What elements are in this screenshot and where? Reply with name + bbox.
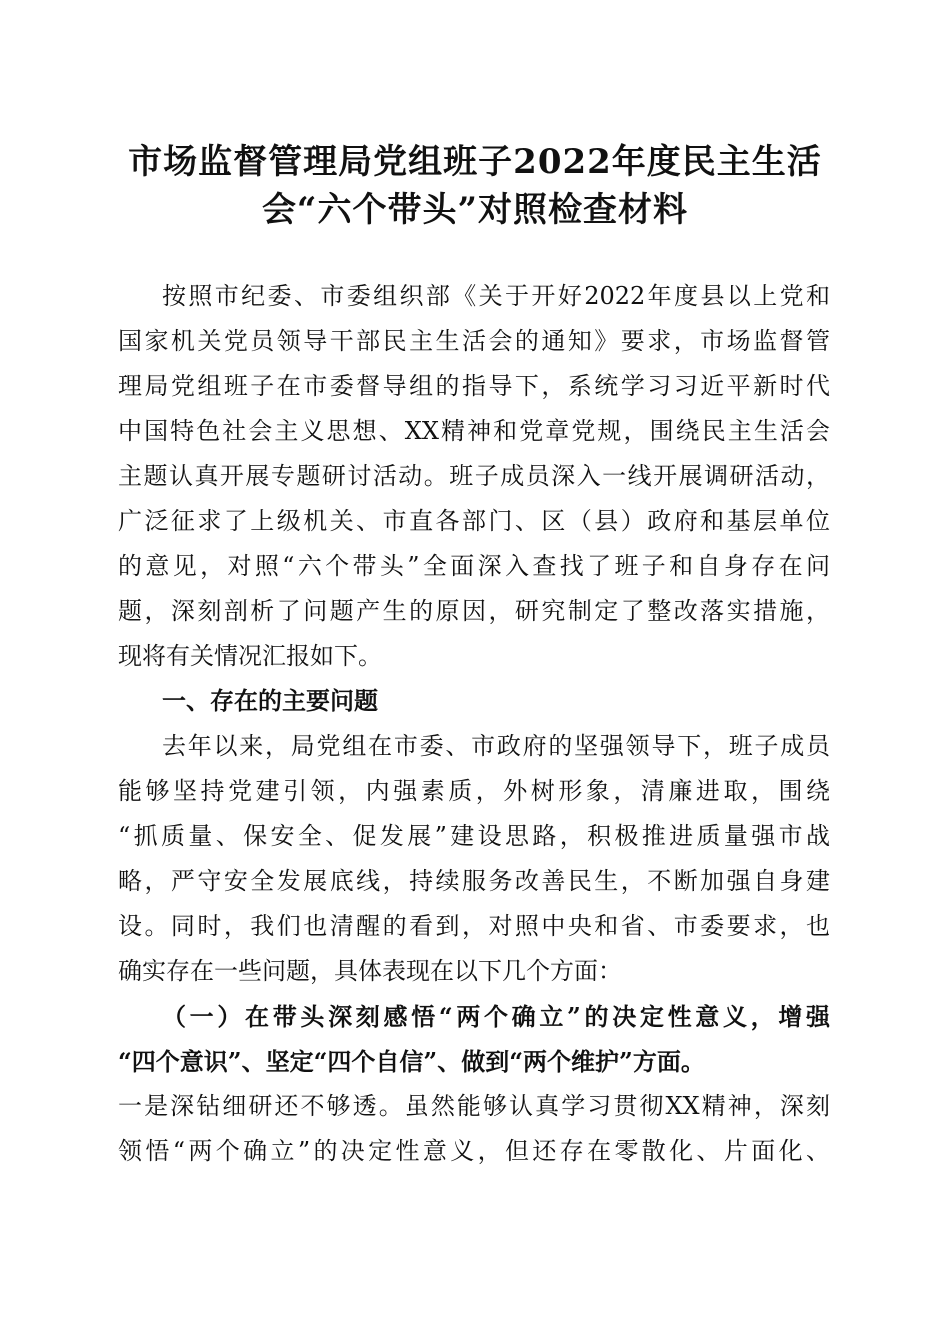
text-line: 主题认真开展专题研讨活动。班子成员深入一线开展调研活动， [118, 462, 830, 490]
text-line: 广泛征求了上级机关、市直各部门、区（县）政府和基层单位 [118, 507, 830, 535]
text-line: 能够坚持党建引领，内强素质，外树形象，清廉进取，围绕 [118, 777, 830, 805]
text-line: 国家机关党员领导干部民主生活会的通知》要求，市场监督管 [118, 327, 830, 355]
text-line: 中国特色社会主义思想、XX精神和党章党规，围绕民主生活会 [118, 417, 830, 445]
text-line: 按照市纪委、市委组织部《关于开好2022年度县以上党和 [162, 282, 830, 310]
subsection1-paragraph [118, 1084, 830, 1174]
section1-paragraph [118, 724, 830, 994]
document-body [118, 274, 830, 1174]
title-line-1: 市场监督管理局党组班子2022年度民主生活 [128, 142, 822, 182]
text-line: 的意见，对照“六个带头”全面深入查找了班子和自身存在问 [118, 552, 830, 580]
text-line: 题，深刻剖析了问题产生的原因，研究制定了整改落实措施， [118, 597, 830, 625]
section-heading: 一、存在的主要问题 [162, 687, 378, 715]
text-line: 确实存在一些问题，具体表现在以下几个方面： [118, 957, 622, 985]
text-line: 现将有关情况汇报如下。 [118, 642, 382, 670]
text-line: 略，严守安全发展底线，持续服务改善民生，不断加强自身建 [118, 867, 830, 895]
title-line-2: 会“六个带头”对照检查材料 [261, 190, 689, 230]
text-line: “抓质量、保安全、促发展”建设思路，积极推进质量强市战 [118, 822, 830, 850]
document-title [110, 138, 840, 234]
text-line: （一）在带头深刻感悟“两个确立”的决定性意义，增强 [162, 1002, 830, 1031]
text-line: 设。同时，我们也清醒的看到，对照中央和省、市委要求，也 [118, 912, 830, 940]
text-line: 理局党组班子在市委督导组的指导下，系统学习习近平新时代 [118, 372, 830, 400]
text-line: 一是深钻细研还不够透。虽然能够认真学习贯彻XX精神，深刻 [118, 1092, 830, 1120]
text-line: 去年以来，局党组在市委、市政府的坚强领导下，班子成员 [162, 732, 830, 760]
text-line: “四个意识”、坚定“四个自信”、做到“两个维护”方面。 [118, 1047, 705, 1076]
text-line: 领悟“两个确立”的决定性意义，但还存在零散化、片面化、 [118, 1137, 830, 1165]
subsection1-heading [118, 994, 830, 1084]
intro-paragraph [118, 274, 830, 679]
